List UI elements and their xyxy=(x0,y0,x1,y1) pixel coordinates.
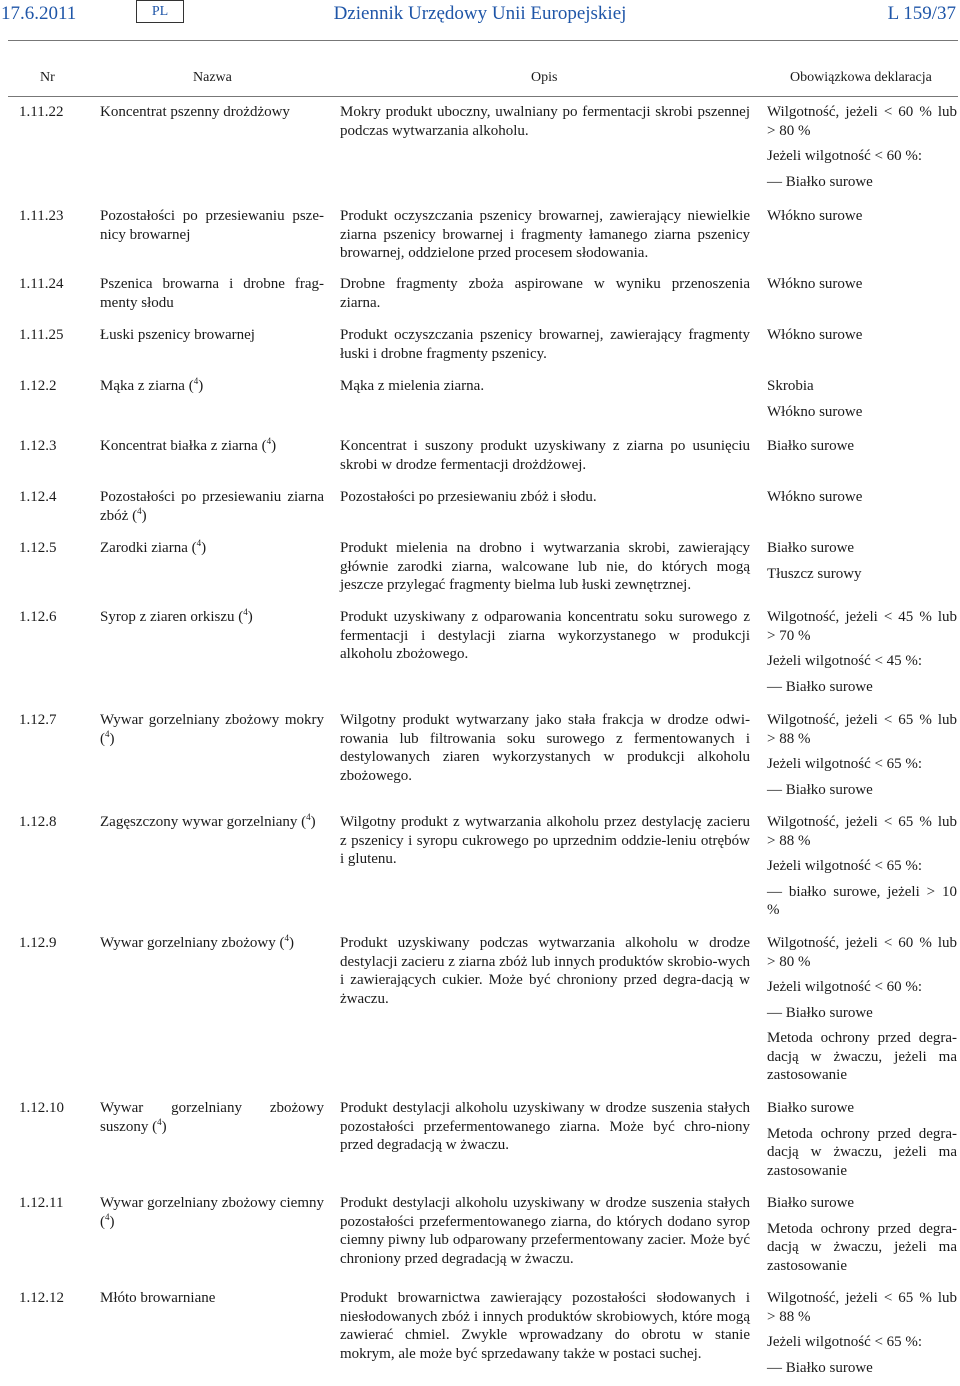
journal-title: Dziennik Urzędowy Unii Europejskiej xyxy=(333,3,627,24)
publication-date: 17.6.2011 xyxy=(1,3,77,24)
declaration-item: Włókno surowe xyxy=(767,489,863,505)
row-description: Produkt browarnictwa zawierający pozostałości słodowanych i niesłodowanych zbóż i innych produktów skrobiowych, które mogą zawierać chmiel. Zwykle wprowadzany do obrotu w stanie mokrym, ale może być sprzedawany także w postaci suchej. xyxy=(340,1290,750,1362)
row-declaration xyxy=(767,813,957,927)
row-name-text: Wywar gorzelniany zbożowy xyxy=(100,935,276,951)
declaration-item: Jeżeli wilgotność < 65 %: xyxy=(767,858,923,874)
row-name-text: Pozostałości po przesiewaniu ziarna zbóż xyxy=(100,489,324,524)
row-description: Pozostałości po przesiewaniu zbóż i słodu. xyxy=(340,489,597,505)
row-description: Mąka z mielenia ziarna. xyxy=(340,378,485,394)
declaration-item: Białko surowe xyxy=(767,1100,855,1116)
row-number: 1.12.4 xyxy=(19,489,57,505)
footnote-ref: 4 xyxy=(105,728,110,739)
row-name-text: Pszenica browarna i drobne frag-menty słodu xyxy=(100,276,324,311)
declaration-item: Metoda ochrony przed degra-dacją w żwaczu, jeżeli ma zastosowanie xyxy=(767,1220,957,1274)
row-name xyxy=(100,103,324,122)
row-name-text: Łuski pszenicy browarnej xyxy=(100,327,255,343)
row-description: Produkt oczyszczania pszenicy browarnej, zawierający niewielkie ziarna pszenicy browarnej i fragmenty łamanego ziarna pszenicy browarnej, oddzielone przed procesem słodowania. xyxy=(340,208,750,261)
row-declaration xyxy=(767,103,957,198)
row-name-text: Wywar gorzelniany zbożowy suszony xyxy=(100,1100,324,1135)
row-name-text: Zarodki ziarna xyxy=(100,540,188,556)
row-name-text: Młóto browarniane xyxy=(100,1290,216,1306)
declaration-item: Wilgotność, jeżeli < 60 % lub > 80 % xyxy=(767,104,957,139)
footnote-ref: 4 xyxy=(243,607,248,617)
row-description: Produkt uzyskiwany z odparowania koncentratu soku surowego z fermentacji i destylacji ziarna wykorzystanego w produkcji alkoholu zbożowego. xyxy=(340,609,750,662)
row-name: Mąka z ziarna ($^4$) xyxy=(100,376,204,394)
declaration-item: Włókno surowe xyxy=(767,403,863,420)
row-number: 1.12.8 xyxy=(19,814,57,830)
declaration-item: Jeżeli wilgotność < 60 %: xyxy=(767,979,923,995)
row-name-text: Koncentrat pszenny drożdżowy xyxy=(100,104,290,120)
declaration-item: Jeżeli wilgotność < 45 %: xyxy=(767,653,923,669)
row-description: Produkt oczyszczania pszenicy browarnej, zawierający fragmenty łuski i drobne fragmenty pszenicy. xyxy=(340,327,750,362)
row-declaration xyxy=(767,275,957,301)
row-name-text: Mąka z ziarna xyxy=(100,378,185,394)
row-number: 1.12.2 xyxy=(19,378,57,394)
declaration-item: Jeżeli wilgotność < 65 %: xyxy=(767,756,923,772)
row-number: 1.12.5 xyxy=(19,540,57,556)
row-number: 1.11.24 xyxy=(19,276,64,292)
row-name: Zagęszczony wywar gorzelniany ($^4$) xyxy=(100,812,316,830)
row-name-text: Wywar gorzelniany zbożowy mokry xyxy=(100,712,324,728)
row-declaration xyxy=(767,608,957,703)
row-number: 1.12.9 xyxy=(19,935,57,951)
row-description: Produkt destylacji alkoholu uzyskiwany w drodze suszenia stałych pozostałości przefermentowanego ziarna, do których dodano syrop ciemny piwny lub odparowany przefermentowany zacier. Może być chroniony przed degradacją w żwaczu. xyxy=(340,1195,750,1267)
row-number: 1.12.11 xyxy=(19,1195,64,1211)
declaration-item: Białko surowe xyxy=(767,540,855,556)
row-declaration xyxy=(767,1194,957,1282)
declaration-item: — Białko surowe xyxy=(767,781,873,798)
declaration-item: Jeżeli wilgotność < 65 %: xyxy=(767,1334,923,1350)
declaration-item: — Białko surowe xyxy=(767,1359,873,1376)
row-name: Koncentrat białka z ziarna ($^4$) xyxy=(100,436,277,454)
declaration-item: Włókno surowe xyxy=(767,327,863,343)
row-declaration xyxy=(767,539,957,590)
declaration-item: Wilgotność, jeżeli < 65 % lub > 88 % xyxy=(767,1290,957,1325)
declaration-item: Wilgotność, jeżeli < 60 % lub > 80 % xyxy=(767,935,957,970)
footnote-ref: 4 xyxy=(306,812,311,822)
row-name: Wywar gorzelniany zbożowy ciemny ($^4$) xyxy=(100,1195,324,1230)
declaration-item: Metoda ochrony przed degra-dacją w żwaczu, jeżeli ma zastosowanie xyxy=(767,1125,957,1179)
footnote-ref: 4 xyxy=(196,538,202,548)
row-name-text: Zagęszczony wywar gorzelniany xyxy=(100,814,298,830)
declaration-item: — Białko surowe xyxy=(767,173,873,190)
declaration-item: — Białko surowe xyxy=(767,678,873,695)
row-declaration xyxy=(767,437,957,463)
declaration-item: Wilgotność, jeżeli < 65 % lub > 88 % xyxy=(767,712,957,747)
column-header-desc: Opis xyxy=(531,70,558,85)
row-name: Wywar gorzelniany zbożowy mokry ($^4$) xyxy=(100,712,324,747)
row-name-text: Koncentrat białka z ziarna xyxy=(100,438,258,454)
row-declaration xyxy=(767,488,957,514)
row-name xyxy=(100,275,324,312)
row-number: 1.11.23 xyxy=(19,208,64,224)
row-declaration xyxy=(767,326,957,352)
row-declaration xyxy=(767,934,957,1092)
row-description: Produkt destylacji alkoholu uzyskiwany w drodze suszenia stałych pozostałości przefermentowanego ziarna. Może być chro-niony przed degradacją w żwaczu. xyxy=(340,1100,750,1153)
row-name: Syrop z ziaren orkiszu ($^4$) xyxy=(100,607,253,625)
row-declaration xyxy=(767,1289,957,1384)
row-number: 1.12.3 xyxy=(19,438,57,454)
declaration-item: Skrobia xyxy=(767,378,814,394)
declaration-item: Białko surowe xyxy=(767,1195,855,1211)
declaration-item: — Białko surowe xyxy=(767,1004,873,1021)
page-number: L 159/37 xyxy=(887,3,956,24)
row-declaration xyxy=(767,711,957,806)
language-badge: PL xyxy=(136,0,184,23)
row-name xyxy=(100,207,324,244)
declaration-item: Włókno surowe xyxy=(767,208,863,224)
row-description: Koncentrat i suszony produkt uzyskiwany z ziarna po usunięciu skrobi w drodze fermentacji drożdżowej. xyxy=(340,438,750,473)
declaration-item: — białko surowe, jeżeli > 10 % xyxy=(767,883,957,918)
row-description: Wilgotny produkt z wytwarzania alkoholu przez destylację zacieru z pszenicy i syropu cukrowego po uprzednim oddzie-leniu otrębów i glutenu. xyxy=(340,814,750,867)
footnote-ref: 4 xyxy=(266,436,272,446)
row-name xyxy=(100,326,324,345)
row-number: 1.12.10 xyxy=(19,1100,64,1116)
row-name: Zarodki ziarna ($^4$) xyxy=(100,538,207,556)
declaration-item: Jeżeli wilgotność < 60 %: xyxy=(767,148,923,164)
row-description: Drobne fragmenty zboża aspirowane w wyniku przenoszenia ziarna. xyxy=(340,276,750,311)
column-header-name: Nazwa xyxy=(193,70,232,85)
declaration-item: Metoda ochrony przed degra-dacją w żwaczu, jeżeli ma zastosowanie xyxy=(767,1030,957,1083)
row-name-text: Syrop z ziaren orkiszu xyxy=(100,609,235,625)
row-number: 1.12.7 xyxy=(19,712,57,728)
declaration-item: Włókno surowe xyxy=(767,276,863,292)
row-number: 1.12.6 xyxy=(19,609,57,625)
footnote-ref: 4 xyxy=(105,1211,110,1222)
row-name-text: Pozostałości po przesiewaniu psze-nicy browarnej xyxy=(100,208,324,243)
row-declaration xyxy=(767,377,957,428)
row-declaration xyxy=(767,207,957,233)
declaration-item: Białko surowe xyxy=(767,438,855,454)
row-name-text: Wywar gorzelniany zbożowy ciemny xyxy=(100,1195,324,1211)
declaration-item: Wilgotność, jeżeli < 65 % lub > 88 % xyxy=(767,814,957,849)
row-name xyxy=(100,1289,324,1308)
column-header-decl: Obowiązkowa deklaracja xyxy=(790,70,932,85)
footnote-ref: 4 xyxy=(193,376,199,386)
row-name: Wywar gorzelniany zbożowy ($^4$) xyxy=(100,933,294,951)
footnote-ref: 4 xyxy=(284,933,289,943)
row-number: 1.11.25 xyxy=(19,327,64,343)
row-declaration xyxy=(767,1099,957,1187)
footnote-ref: 4 xyxy=(137,505,142,516)
row-description: Produkt mielenia na drobno i wytwarzania skrobi, zawierający głównie zarodki ziarna, walcowane lub nie, do których mogą jeszcze przylegać fragmenty bielma lub łuski zewnętrznej. xyxy=(340,540,750,593)
declaration-item: Tłuszcz surowy xyxy=(767,565,862,582)
row-number: 1.11.22 xyxy=(19,104,64,120)
row-name: Pozostałości po przesiewaniu ziarna zbóż ($^4$) xyxy=(100,489,324,524)
declaration-item: Wilgotność, jeżeli < 45 % lub > 70 % xyxy=(767,609,957,644)
footnote-ref: 4 xyxy=(157,1116,162,1127)
row-description: Wilgotny produkt wytwarzany jako stała frakcja w drodze odwi-rowania lub filtrowania soku surowego z fermentowanych i destylowanych ziaren wykorzystanych w produkcji alkoholu zbożowego. xyxy=(340,712,750,784)
row-number: 1.12.12 xyxy=(19,1290,64,1306)
row-description: Mokry produkt uboczny, uwalniany po fermentacji skrobi pszennej podczas wytwarzania alkoholu. xyxy=(340,104,750,139)
row-description: Produkt uzyskiwany podczas wytwarzania alkoholu w drodze destylacji zacieru z ziarna zbóż lub innych produktów skrobio-wych i zawierających cukier. Może być chroniony przed degra-dacją w żwaczu. xyxy=(340,935,750,1007)
row-name: Wywar gorzelniany zbożowy suszony ($^4$) xyxy=(100,1100,324,1135)
column-header-nr: Nr xyxy=(40,70,55,85)
